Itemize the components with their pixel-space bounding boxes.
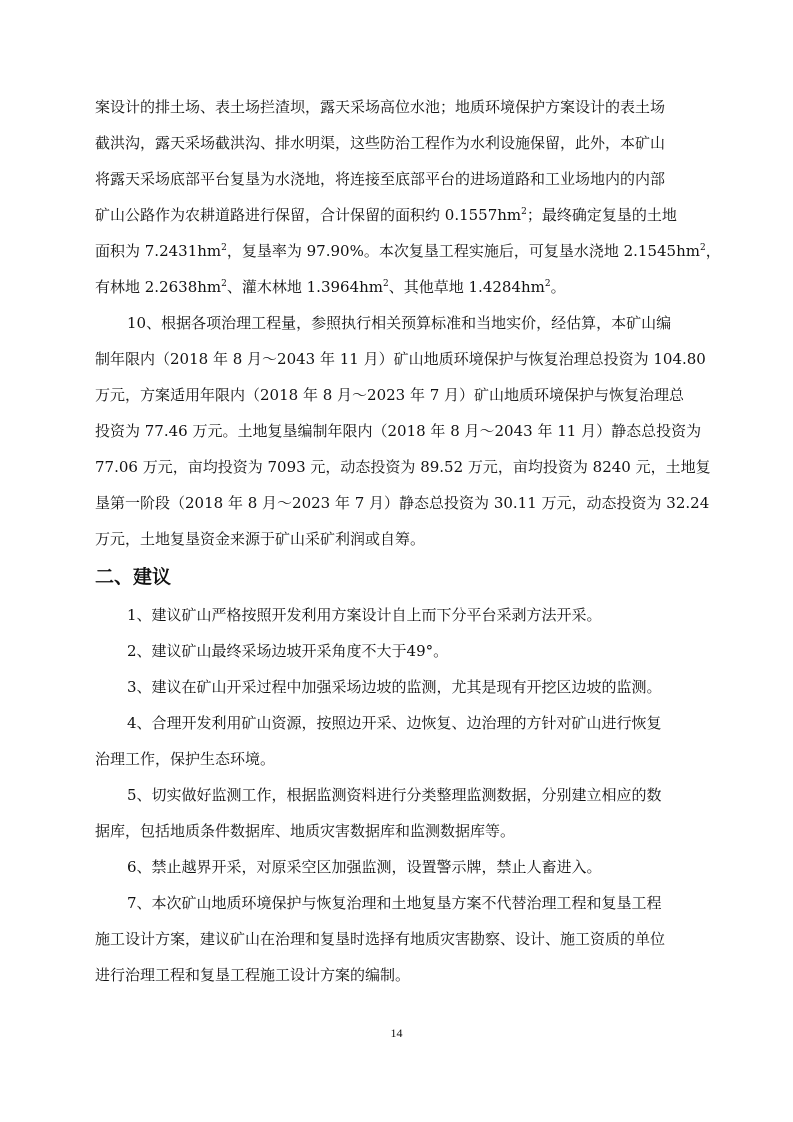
text-span: 面积为 7.2431hm	[95, 242, 222, 260]
text-line: 将露天采场底部平台复垦为水浇地，将连接至底部平台的进场道路和工业场地内的内部	[95, 170, 666, 188]
text-line: 万元，方案适用年限内（2018 年 8 月～2023 年 7 月）矿山地质环境保护与恢复治理总	[95, 386, 685, 404]
text-line: 垦第一阶段（2018 年 8 月～2023 年 7 月）静态总投资为 30.11 万元，动态投资为 32.24	[95, 494, 710, 512]
suggestion-item-continued: 治理工作，保护生态环境。	[95, 750, 276, 768]
text-line: 案设计的排土场、表土场拦渣坝，露天采场高位水池；地质环境保护方案设计的表土场	[95, 98, 666, 116]
suggestion-item: 3、建议在矿山开采过程中加强采场边坡的监测，尤其是现有开挖区边坡的监测。	[127, 678, 662, 696]
text-line: 万元，土地复垦资金来源于矿山采矿利润或自筹。	[95, 530, 426, 548]
text-line: 77.06 万元，亩均投资为 7093 元，动态投资为 89.52 万元，亩均投资为 8240 元，土地复	[95, 458, 711, 476]
text-line: 制年限内（2018 年 8 月～2043 年 11 月）矿山地质环境保护与恢复治理总投资为 104.80	[95, 350, 706, 368]
paragraph-9-continued	[95, 89, 721, 305]
text-span: 、灌木林地 1.3964hm	[226, 278, 384, 296]
text-span: 。	[550, 278, 566, 296]
text-span: 、其他草地 1.4284hm	[388, 278, 545, 296]
text-span: ；最终确定复垦的土地	[526, 206, 677, 224]
text-line	[95, 197, 707, 233]
suggestion-item-continued: 据库，包括地质条件数据库、地质灾害数据库和监测数据库等。	[95, 822, 516, 840]
suggestion-item: 7、本次矿山地质环境保护与恢复治理和土地复垦方案不代替治理工程和复垦工程	[127, 894, 662, 912]
text-line: 投资为 77.46 万元。土地复垦编制年限内（2018 年 8 月～2043 年 11 月）静态总投资为	[95, 422, 702, 440]
suggestion-item-continued: 进行治理工程和复垦工程施工设计方案的编制。	[95, 966, 411, 984]
text-line: 面积为 $7.2431hm^2$，复垦率为 97.90%。本次复垦工程实施后，可复垦水浇地 $2.1545hm^2$，	[95, 242, 721, 260]
text-line: 10、根据各项治理工程量，参照执行相关预算标准和当地实价，经估算，本矿山编	[127, 314, 672, 332]
superscript: 2	[521, 207, 527, 217]
document-page	[95, 89, 721, 993]
suggestion-item: 5、切实做好监测工作，根据监测资料进行分类整理监测数据，分别建立相应的数	[127, 786, 662, 804]
suggestion-item-continued: 施工设计方案，建议矿山在治理和复垦时选择有地质灾害勘察、设计、施工资质的单位	[95, 930, 666, 948]
suggestions-list	[95, 597, 707, 993]
text-span: 有林地 2.2638hm	[95, 278, 222, 296]
section-heading: 二、建议	[95, 566, 172, 588]
paragraph-10	[95, 305, 711, 557]
page-number: 14	[390, 1026, 403, 1040]
suggestion-item: 1、建议矿山严格按照开发利用方案设计自上而下分平台采剥方法开采。	[127, 606, 602, 624]
text-line	[95, 269, 707, 305]
text-span: ，复垦率为 97.90%。本次复垦工程实施后，可复垦水浇地 2.1545hm	[226, 242, 700, 260]
superscript: 2	[383, 279, 389, 289]
superscript: 2	[699, 243, 706, 253]
suggestion-item: 6、禁止越界开采，对原采空区加强监测，设置警示牌，禁止人畜进入。	[127, 858, 602, 876]
suggestion-item: 2、建议矿山最终采场边坡开采角度不大于49°。	[127, 642, 449, 660]
superscript: 2	[544, 279, 551, 289]
superscript: 2	[221, 279, 227, 289]
superscript: 2	[221, 243, 227, 253]
text-span: 矿山公路作为农耕道路进行保留，合计保留的面积约 0.1557hm	[95, 206, 522, 224]
suggestion-item: 4、合理开发利用矿山资源，按照边开采、边恢复、边治理的方针对矿山进行恢复	[127, 714, 662, 732]
text-line: 截洪沟，露天采场截洪沟、排水明渠，这些防治工程作为水利设施保留，此外，本矿山	[95, 134, 666, 152]
